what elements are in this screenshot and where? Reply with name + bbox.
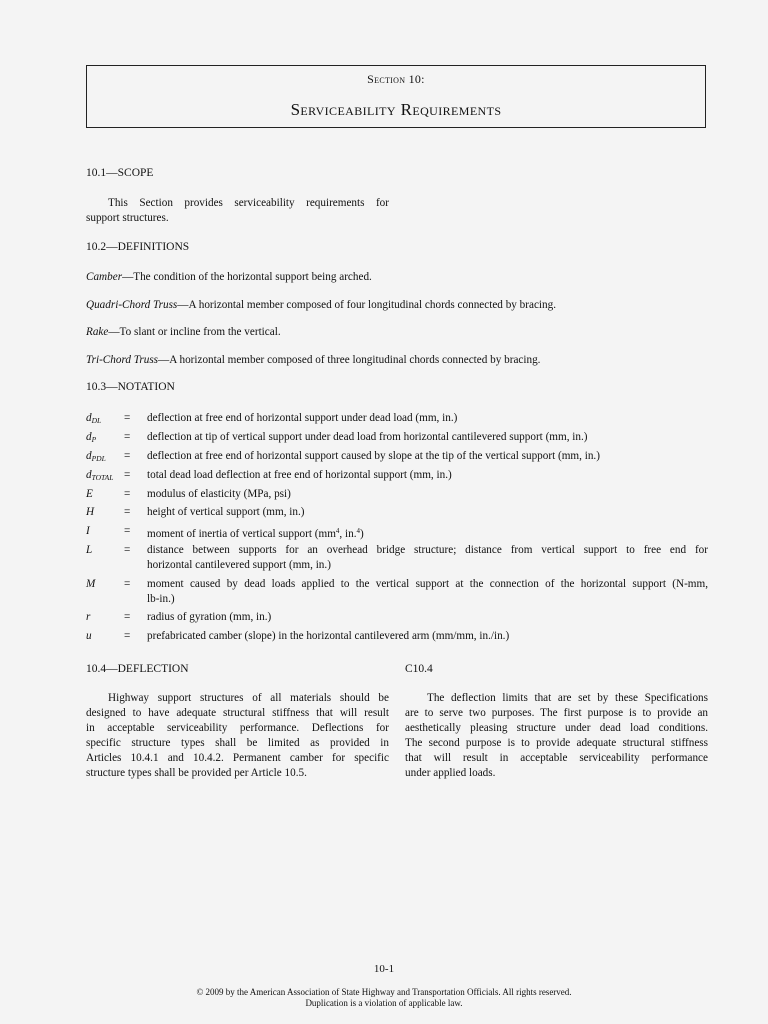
definition-term: Quadri-Chord Truss: [86, 299, 178, 311]
notation-description: deflection at tip of vertical support under dead load from horizontal cantilevered support (mm, in.): [147, 431, 588, 443]
definition-text: —The condition of the horizontal support being arched.: [122, 271, 372, 283]
notation-description: moment caused by dead loads applied to the vertical support at the connection of the horizontal support (N-mm, lb-in.): [147, 578, 708, 605]
notation-description: total dead load deflection at free end of horizontal support (mm, in.): [147, 469, 452, 481]
equals-sign: =: [124, 578, 131, 590]
definition-text: —To slant or incline from the vertical.: [108, 326, 281, 338]
definitions-heading: 10.2—DEFINITIONS: [86, 241, 190, 253]
definition-rake: [86, 325, 281, 340]
notation-description: height of vertical support (mm, in.): [147, 506, 305, 518]
scope-line-1: This Section provides serviceability requirements for: [108, 197, 389, 209]
notation-symbol: $d_P$: [86, 431, 97, 444]
page-number: 10-1: [373, 963, 395, 975]
definition-term: Tri-Chord Truss: [86, 354, 159, 366]
equals-sign: =: [124, 506, 131, 518]
definition-term: Rake: [86, 326, 109, 338]
deflection-paragraph: Highway support structures of all materials should be designed to have adequate structural stiffness that will result in acceptable serviceability performance. Deflections for specific structure types shall be limited as provided in Articles 10.4.1 and 10.4.2. Permanent camber for specific structure types shall be provided per Article 10.5.: [86, 692, 389, 779]
commentary-heading: C10.4: [405, 663, 433, 675]
notation-symbol: L: [86, 544, 93, 556]
definition-text: —A horizontal member composed of three longitudinal chords connected by bracing.: [158, 354, 541, 366]
page-title: Serviceability Requirements: [290, 100, 502, 119]
notation-description: modulus of elasticity (MPa, psi): [147, 488, 291, 500]
equals-sign: =: [124, 488, 131, 500]
notation-symbol: I: [86, 525, 90, 537]
notation-description: prefabricated camber (slope) in the horizontal cantilevered arm (mm/mm, in./in.): [147, 630, 510, 642]
equals-sign: =: [124, 412, 131, 424]
notation-symbol: E: [86, 488, 93, 500]
definition-term: Camber: [86, 271, 123, 283]
copyright-notice: © 2009 by the American Association of State Highway and Transportation Officials. All rights reserved.: [196, 987, 572, 997]
duplication-notice: Duplication is a violation of applicable law.: [305, 998, 463, 1008]
equals-sign: =: [124, 544, 131, 556]
notation-description: moment of inertia of vertical support ($mm^4$, in.$^4$): [147, 527, 364, 540]
definition-quadri-chord-truss: [86, 298, 556, 313]
notation-symbol: r: [86, 611, 91, 623]
scope-line-2: support structures.: [86, 212, 169, 224]
notation-symbol: u: [86, 630, 92, 642]
notation-description: distance between supports for an overhead bridge structure; distance from vertical support to free end for horizontal cantilevered support (mm, in.): [147, 544, 708, 571]
notation-symbol: $d_{DL}$: [86, 412, 102, 425]
section-title-box: [86, 65, 706, 128]
definition-tri-chord-truss: [86, 353, 540, 368]
equals-sign: =: [124, 525, 131, 537]
notation-description: deflection at free end of horizontal support caused by slope at the tip of the vertical support (mm, in.): [147, 450, 600, 462]
equals-sign: =: [124, 630, 131, 642]
commentary-paragraph: The deflection limits that are set by these Specifications are to serve two purposes. The first purpose is to provide an aesthetically pleasing structure under dead load conditions. The second purpose is to provide adequate structural stiffness that will result in acceptable serviceability performance under applied loads.: [405, 692, 708, 779]
notation-description: radius of gyration (mm, in.): [147, 611, 272, 623]
scope-paragraph: [86, 196, 389, 226]
equals-sign: =: [124, 431, 131, 443]
notation-symbol: H: [86, 506, 95, 518]
deflection-heading: 10.4—DEFLECTION: [86, 663, 189, 675]
notation-heading: 10.3—NOTATION: [86, 381, 175, 393]
equals-sign: =: [124, 469, 131, 481]
scope-heading: 10.1—SCOPE: [86, 167, 154, 179]
definition-camber: [86, 270, 372, 285]
notation-symbol: $d_{TOTAL}$: [86, 469, 114, 482]
notation-description: deflection at free end of horizontal support under dead load (mm, in.): [147, 412, 458, 424]
definition-text: —A horizontal member composed of four longitudinal chords connected by bracing.: [177, 299, 557, 311]
notation-symbol: $d_{PDL}$: [86, 450, 106, 463]
equals-sign: =: [124, 611, 131, 623]
equals-sign: =: [124, 450, 131, 462]
section-label: Section 10:: [367, 72, 425, 86]
notation-symbol: M: [86, 578, 96, 590]
